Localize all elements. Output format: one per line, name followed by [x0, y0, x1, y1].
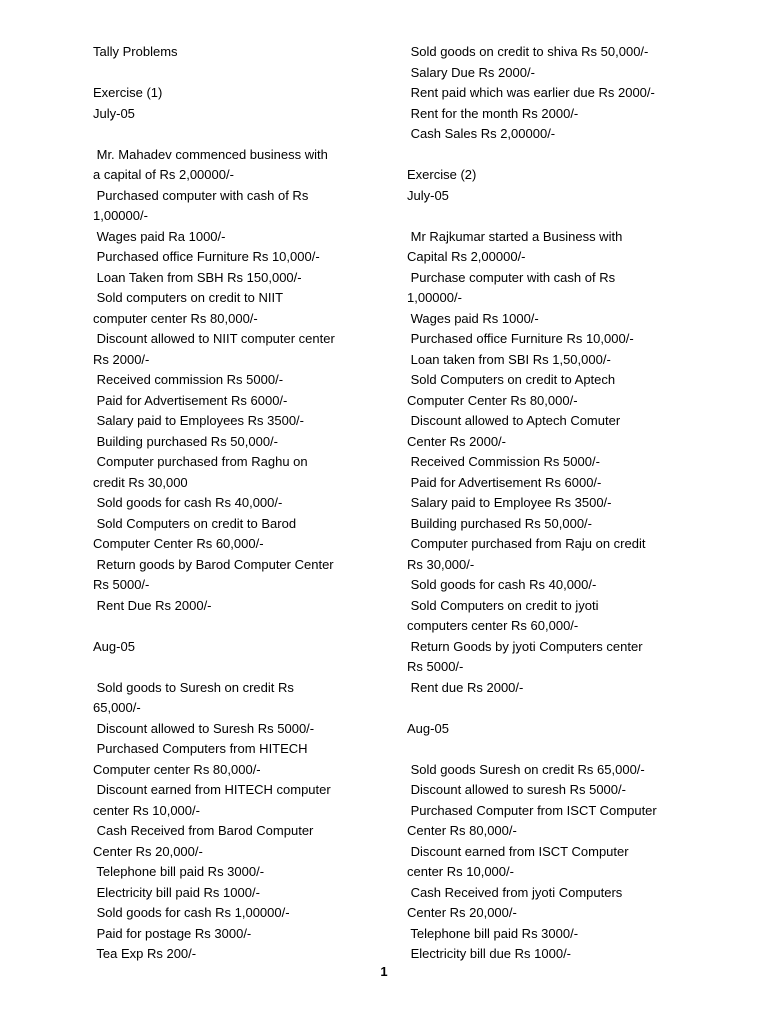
left-column-line: 65,000/-	[93, 700, 141, 715]
right-column-line: Telephone bill paid Rs 3000/-	[407, 925, 579, 941]
left-column-line: Purchased computer with cash of Rs	[93, 187, 309, 203]
right-column-line: Discount allowed to suresh Rs 5000/-	[407, 782, 626, 797]
right-column-line: Cash Sales Rs 2,00000/-	[407, 126, 556, 141]
right-column-line: Computer purchased from Raju on credit	[407, 536, 646, 551]
right-column-line: Capital Rs 2,00000/-	[407, 249, 526, 264]
left-column-line: Aug-05	[93, 638, 135, 654]
left-column-line: Received commission Rs 5000/-	[93, 372, 284, 387]
right-column-line: Return Goods by jyoti Computers center	[407, 638, 643, 654]
right-column-line: Building purchased Rs 50,000/-	[407, 515, 593, 531]
left-column-line: Rs 5000/-	[93, 577, 150, 592]
left-column-line: Paid for Advertisement Rs 6000/-	[93, 392, 288, 408]
right-column-line: Aug-05	[407, 720, 449, 736]
right-column-line: Computer Center Rs 80,000/-	[407, 392, 578, 408]
right-column-line: Cash Received from jyoti Computers	[407, 884, 623, 900]
left-column-line: Computer purchased from Raghu on	[93, 454, 308, 469]
left-column-line: Sold computers on credit to NIIT	[93, 290, 284, 305]
left-column-line: Building purchased Rs 50,000/-	[93, 433, 279, 449]
right-column-line: computers center Rs 60,000/-	[407, 618, 579, 633]
left-column-line	[93, 63, 383, 84]
left-column-line: Electricity bill paid Rs 1000/-	[93, 884, 260, 900]
left-column-line: Tally Problems	[93, 44, 178, 59]
left-column-line: computer center Rs 80,000/-	[93, 310, 258, 326]
right-column-line: Salary Due Rs 2000/-	[407, 64, 535, 80]
right-column-line: Exercise (2)	[407, 167, 477, 182]
right-column-line: Center Rs 2000/-	[407, 433, 506, 449]
right-column-line: Paid for Advertisement Rs 6000/-	[407, 474, 602, 490]
left-column-line: 1,00000/-	[93, 208, 148, 223]
left-column-line: Discount allowed to Suresh Rs 5000/-	[93, 720, 315, 736]
left-column-line: Telephone bill paid Rs 3000/-	[93, 864, 265, 879]
right-column-line: Rent due Rs 2000/-	[407, 679, 524, 695]
right-column-line: 1,00000/-	[407, 290, 462, 305]
right-column-line: Sold goods on credit to shiva Rs 50,000/-	[407, 44, 649, 59]
left-column-line: Purchased Computers from HITECH	[93, 741, 308, 756]
left-column-line	[93, 657, 383, 678]
left-column-line: Rs 2000/-	[93, 351, 150, 367]
right-column-line: Wages paid Rs 1000/-	[407, 310, 539, 326]
right-column-line: Center Rs 80,000/-	[407, 823, 517, 838]
left-column-line: Salary paid to Employees Rs 3500/-	[93, 413, 304, 428]
left-column-line: Cash Received from Barod Computer	[93, 823, 314, 838]
right-column-line: Rs 30,000/-	[407, 556, 475, 572]
left-column-line: Paid for postage Rs 3000/-	[93, 925, 252, 941]
left-column-line: Center Rs 20,000/-	[93, 843, 203, 859]
left-column-line: Discount earned from HITECH computer	[93, 782, 331, 797]
left-column-line: Sold goods to Suresh on credit Rs	[93, 679, 294, 695]
right-column-line: Rs 5000/-	[407, 659, 464, 674]
right-column	[407, 42, 707, 965]
left-column	[93, 42, 383, 965]
right-column-line: Sold Computers on credit to Aptech	[407, 372, 616, 387]
left-column-line: Mr. Mahadev commenced business with	[93, 146, 328, 162]
left-column-line	[93, 124, 383, 145]
right-column-line	[407, 698, 707, 719]
left-column-line: credit Rs 30,000	[93, 474, 188, 490]
right-column-line: Discount allowed to Aptech Comuter	[407, 413, 621, 428]
right-column-line: July-05	[407, 187, 449, 203]
right-column-line: Salary paid to Employee Rs 3500/-	[407, 495, 612, 510]
left-column-line	[93, 616, 383, 637]
left-column-line: Tea Exp Rs 200/-	[93, 946, 197, 961]
left-column-line: Sold Computers on credit to Barod	[93, 515, 297, 531]
left-column-line: Loan Taken from SBH Rs 150,000/-	[93, 269, 302, 285]
right-column-line: Purchased Computer from ISCT Computer	[407, 802, 657, 818]
left-column-line: Rent Due Rs 2000/-	[93, 597, 212, 613]
right-column-line: Sold goods Suresh on credit Rs 65,000/-	[407, 761, 645, 777]
right-column-line: Center Rs 20,000/-	[407, 905, 517, 920]
right-column-line: Discount earned from ISCT Computer	[407, 843, 629, 859]
right-column-line: Rent paid which was earlier due Rs 2000/-	[407, 85, 655, 100]
right-column-line: Purchased office Furniture Rs 10,000/-	[407, 331, 634, 346]
right-column-line	[407, 145, 707, 166]
right-column-line: Sold Computers on credit to jyoti	[407, 597, 599, 613]
left-column-line: Wages paid Ra 1000/-	[93, 228, 226, 244]
right-column-line: Purchase computer with cash of Rs	[407, 269, 616, 285]
right-column-line: Loan taken from SBI Rs 1,50,000/-	[407, 351, 611, 367]
left-column-line: Return goods by Barod Computer Center	[93, 556, 334, 572]
right-column-line	[407, 739, 707, 760]
left-column-line: Sold goods for cash Rs 1,00000/-	[93, 905, 290, 920]
left-column-line: center Rs 10,000/-	[93, 802, 200, 818]
left-column-line: Purchased office Furniture Rs 10,000/-	[93, 249, 320, 264]
right-column-line: Electricity bill due Rs 1000/-	[407, 946, 572, 961]
right-column-line: Rent for the month Rs 2000/-	[407, 105, 579, 121]
right-column-line: center Rs 10,000/-	[407, 864, 514, 879]
left-column-line: Exercise (1)	[93, 85, 163, 100]
left-column-line: Computer center Rs 80,000/-	[93, 761, 261, 777]
left-column-line: Computer Center Rs 60,000/-	[93, 536, 264, 551]
right-column-line	[407, 206, 707, 227]
left-column-line: Discount allowed to NIIT computer center	[93, 331, 335, 346]
right-column-line: Received Commission Rs 5000/-	[407, 454, 600, 469]
right-column-line: Sold goods for cash Rs 40,000/-	[407, 577, 597, 592]
left-column-line: July-05	[93, 105, 135, 121]
page-number: 1	[380, 964, 388, 979]
left-column-line: a capital of Rs 2,00000/-	[93, 167, 234, 182]
right-column-line: Mr Rajkumar started a Business with	[407, 228, 623, 244]
left-column-line: Sold goods for cash Rs 40,000/-	[93, 495, 283, 510]
